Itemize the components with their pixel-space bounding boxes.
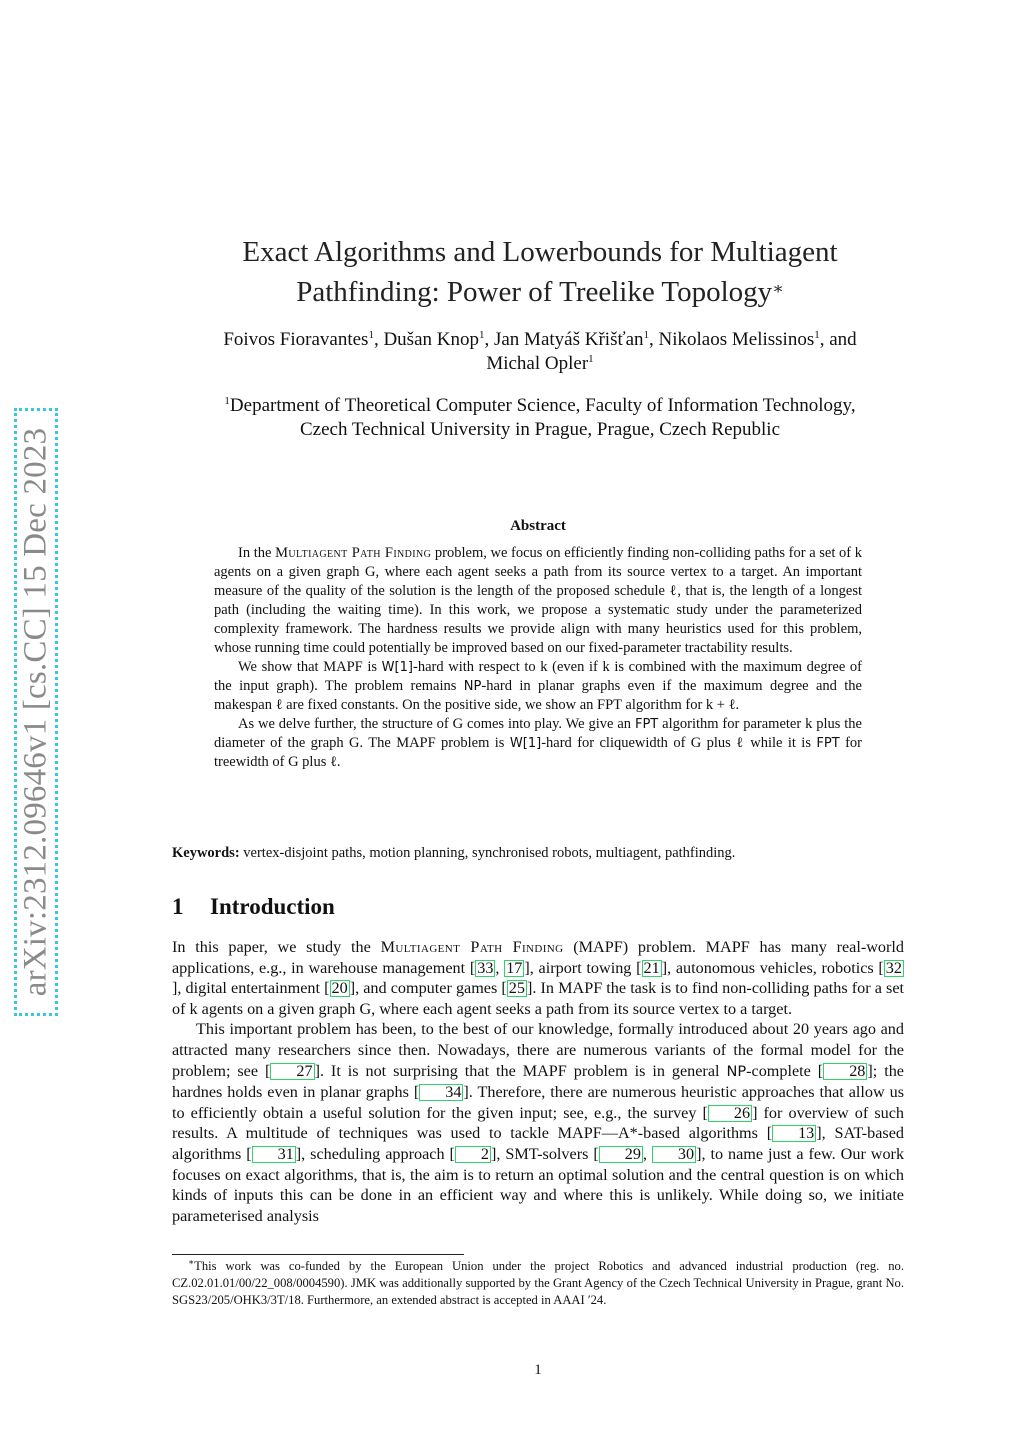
section-heading — [172, 894, 335, 920]
citation-link[interactable]: 33 — [477, 958, 494, 977]
citation-link[interactable]: 28 — [823, 1063, 867, 1080]
citation-link[interactable]: 27 — [270, 1063, 314, 1080]
title-line-1: Exact Algorithms and Lowerbounds for Multiagent — [242, 236, 838, 268]
keywords-label: Keywords: — [172, 845, 240, 861]
abstract-paragraph: As we delve further, the structure of G comes into play. We give an FPT algorithm for parameter k plus the diameter of the graph G. The MAPF problem is W[1]-hard for cliquewidth of G plus ℓ while it is FPT for treewidth of G plus ℓ. — [214, 716, 862, 770]
author-name: Jan Matyáš Křišťan — [493, 329, 644, 350]
arxiv-id-text: arXiv:2312.09646v1 [cs.CC] 15 Dec 2023 — [17, 427, 54, 997]
author-name: Foivos Fioravantes — [223, 329, 369, 350]
body-paragraph: This important problem has been, to the best of our knowledge, formally introduced about 20 years ago and attracted many researchers since then. Nowadays, there are numerous variants of the formal model for the problem; see [ 27 ]. It is not surprising that the MAPF problem is in general NP-complete [ 28 ]; the hardnes holds even in planar graphs [ 34 ]. Therefore, there are numerous heuristic approaches that allow us to efficiently obtain a useful solution for the given input; see, e.g., the survey [ 26 ] for overview of such results. A multitude of techniques was used to tackle MAPF—A*-based algorithms [ 13 ], SAT-based algorithms [ 31 ], scheduling approach [ 2 ], SMT-solvers [ 29 , 30 ], to name just a few. Our work focuses on exact algorithms, that is, the aim is to return an optimal solution and the central question is on which kinds of inputs this can be done in an efficient way and where this is unlikely. While doing so, we initiate parameterised analysis — [172, 1020, 905, 1225]
abstract-paragraph: In the Multiagent Path Finding problem, we focus on efficiently finding non-colliding paths for a set of k agents on a given graph G, where each agent seeks a path from its source vertex to a target. An important measure of the quality of the solution is the length of the proposed schedule ℓ, that is, the length of a longest path (including the waiting time). In this work, we propose a systematic study under the parameterized complexity framework. The hardness results we provide align with many heuristics used for this problem, whose running time could potentially be improved based on our fixed-parameter tractability results. — [214, 545, 862, 656]
author-name: Dušan Knop — [383, 329, 479, 350]
citation-link[interactable]: 25 — [508, 979, 525, 998]
section-title: Introduction — [210, 894, 335, 919]
citation-link[interactable]: 13 — [772, 1125, 816, 1142]
abstract-heading: Abstract — [510, 518, 566, 534]
paper-title — [160, 232, 920, 312]
section-number: 1 — [172, 894, 184, 919]
footnote-mark: ∗ — [188, 1257, 195, 1267]
footnote-rule — [172, 1254, 464, 1255]
author-name: Michal Opler — [486, 353, 589, 374]
citation-link[interactable]: 31 — [252, 1146, 296, 1163]
citation-link[interactable]: 32 — [885, 958, 902, 977]
citation-link[interactable]: 20 — [331, 979, 348, 998]
citation-link[interactable]: 17 — [506, 958, 523, 977]
citation-link[interactable]: 26 — [708, 1105, 752, 1122]
author-name: Nikolaos Melissinos — [658, 329, 815, 350]
introduction-body — [172, 937, 904, 1226]
abstract-paragraph: We show that MAPF is W[1]-hard with respect to k (even if k is combined with the maximum degree of the input graph). The problem remains NP-hard in planar graphs even if the maximum degree and the makespan ℓ are fixed constants. On the positive side, we show an FPT algorithm for k + ℓ. — [214, 659, 862, 713]
abstract-body — [214, 544, 862, 772]
citation-link[interactable]: 34 — [419, 1084, 463, 1101]
title-footnote-mark[interactable]: ∗ — [772, 279, 784, 298]
citation-link[interactable]: 30 — [652, 1146, 696, 1163]
citation-link[interactable]: 21 — [643, 958, 660, 977]
title-line-2: Pathfinding: Power of Treelike Topology∗ — [296, 276, 784, 308]
keywords-text: vertex-disjoint paths, motion planning, synchronised robots, multiagent, pathfinding. — [243, 845, 736, 861]
footnote: ∗This work was co-funded by the European Union under the project Robotics and advanced industrial production (reg. no. CZ.02.01.01/00/22_008/0004590). JMK was additionally supported by the Grant Agency of the Czech Technical University in Prague, grant No. SGS23/205/OHK3/3T/18. Furthermore, an extended abstract is accepted in AAAI ′24. — [172, 1257, 904, 1307]
body-paragraph: In this paper, we study the Multiagent Path Finding (MAPF) problem. MAPF has many real-world applications, e.g., in warehouse management [ 33 , 17 ], airport towing [ 21 ], autonomous vehicles, robotics [ 32], digital entertainment [ 20 ], and computer games [ 25 ]. In MAPF the task is to find non-colliding paths for a set of k agents on a given graph G, where each agent seeks a path from its source vertex to a target. — [172, 938, 905, 1018]
keywords — [172, 845, 912, 862]
citation-link[interactable]: 2 — [455, 1146, 491, 1163]
author-list: Foivos Fioravantes$^1$, Dušan Knop$^1$, Jan Matyáš Křišťan$^1$, Nikolaos Melissinos$^1$, and Michal Opler$^1$ — [223, 329, 857, 374]
affiliation: $^1$Department of Theoretical Computer Science, Faculty of Information Technology, Czech Technical University in Prague, Prague, Czech Republic — [224, 395, 856, 440]
citation-link[interactable]: 29 — [599, 1146, 643, 1163]
arxiv-identifier-stamp[interactable] — [14, 408, 62, 1020]
page-number: 1 — [534, 1362, 542, 1378]
